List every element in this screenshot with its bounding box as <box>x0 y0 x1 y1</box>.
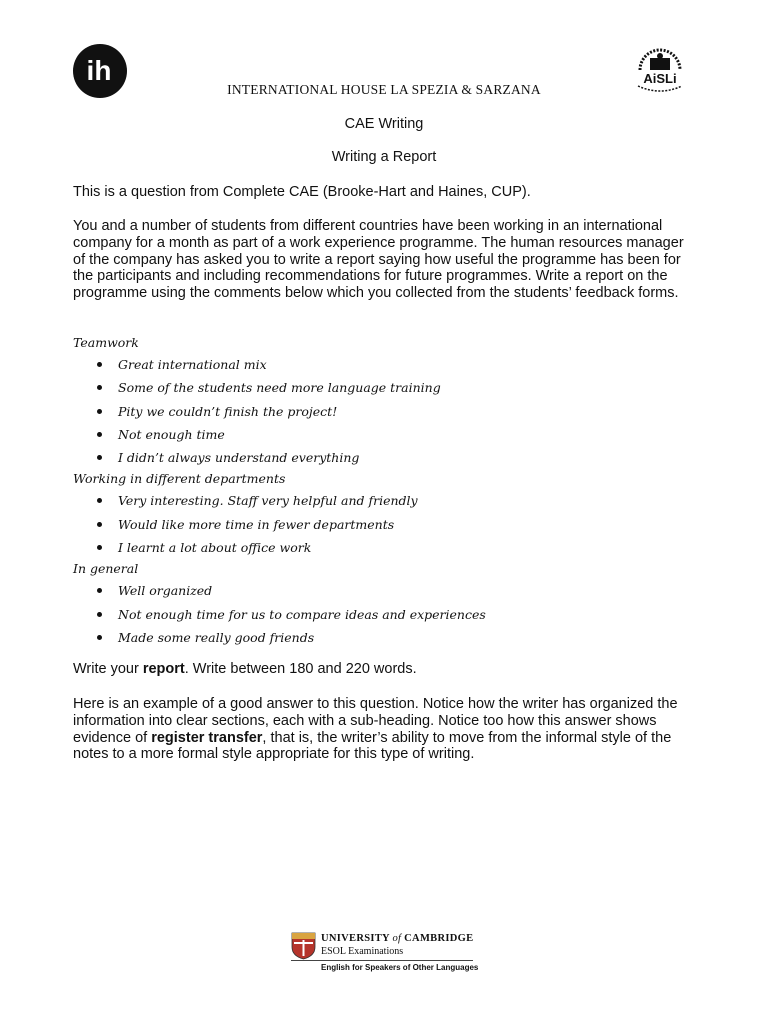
document-subtitle: Writing a Report <box>331 149 437 165</box>
bullet-icon <box>97 612 102 617</box>
svg-text:ih: ih <box>86 55 112 86</box>
task-paragraph: You and a number of students from different countries have been working in an international company for a month as part of a work experience programme. The human resources manager of the company has asked you to write a report saying how useful the programme has been for the participants and including recommendations for future programmes. Write a report on the programme using the comments below which you collected from the students’ feedback forms. <box>73 218 684 302</box>
note-item: Not enough time <box>73 423 673 446</box>
note-item: Pity we couldn’t finish the project! <box>73 400 673 423</box>
note-item: Great international mix <box>73 353 673 376</box>
note-item: Well organized <box>73 579 673 602</box>
footer-divider <box>291 960 473 961</box>
student-comments <box>73 333 673 649</box>
university-name: UNIVERSITY of CAMBRIDGE <box>321 933 474 944</box>
notes-heading-teamwork: Teamwork <box>73 335 139 350</box>
note-item: I learnt a lot about office work <box>73 536 673 559</box>
bullet-icon <box>97 409 102 414</box>
bullet-icon <box>97 545 102 550</box>
note-item: Made some really good friends <box>73 626 673 649</box>
bullet-icon <box>97 432 102 437</box>
bullet-icon <box>97 498 102 503</box>
keyword-register-transfer: register transfer <box>151 729 263 746</box>
intro-paragraph: This is a question from Complete CAE (Brooke-Hart and Haines, CUP). <box>73 184 531 200</box>
note-item: Very interesting. Staff very helpful and friendly <box>73 489 673 512</box>
bullet-icon <box>97 522 102 527</box>
note-item: Would like more time in fewer departments <box>73 513 673 536</box>
notes-heading-general: In general <box>73 561 139 577</box>
keyword-report: report <box>142 661 185 677</box>
document-title: CAE Writing <box>344 116 424 132</box>
bullet-icon <box>97 455 102 460</box>
bullet-icon <box>97 588 102 593</box>
esol-tagline: English for Speakers of Other Languages <box>321 963 479 972</box>
note-item: Not enough time for us to compare ideas and experiences <box>73 603 673 626</box>
school-name: INTERNATIONAL HOUSE LA SPEZIA & SARZANA <box>227 82 541 97</box>
note-item: Some of the students need more language training <box>73 376 673 399</box>
esol-label: ESOL Examinations <box>321 946 404 957</box>
cambridge-shield-logo <box>291 932 316 960</box>
svg-text:AiSLi: AiSLi <box>643 71 677 86</box>
instruction-paragraph: Write your report. Write between 180 and 220 words. <box>73 661 417 677</box>
note-item: I didn’t always understand everything <box>73 446 673 469</box>
notes-heading-departments: Working in different departments <box>73 471 286 487</box>
example-paragraph: Here is an example of a good answer to this question. Notice how the writer has organized the information into clear sections, each with a sub-heading. Notice too how this answer shows evidence of register transfer, that is, the writer’s ability to move from the informal style of the notes to a more formal style appropriate for this type of writing. <box>73 696 678 763</box>
bullet-icon <box>97 362 102 367</box>
bullet-icon <box>97 635 102 640</box>
bullet-icon <box>97 385 102 390</box>
